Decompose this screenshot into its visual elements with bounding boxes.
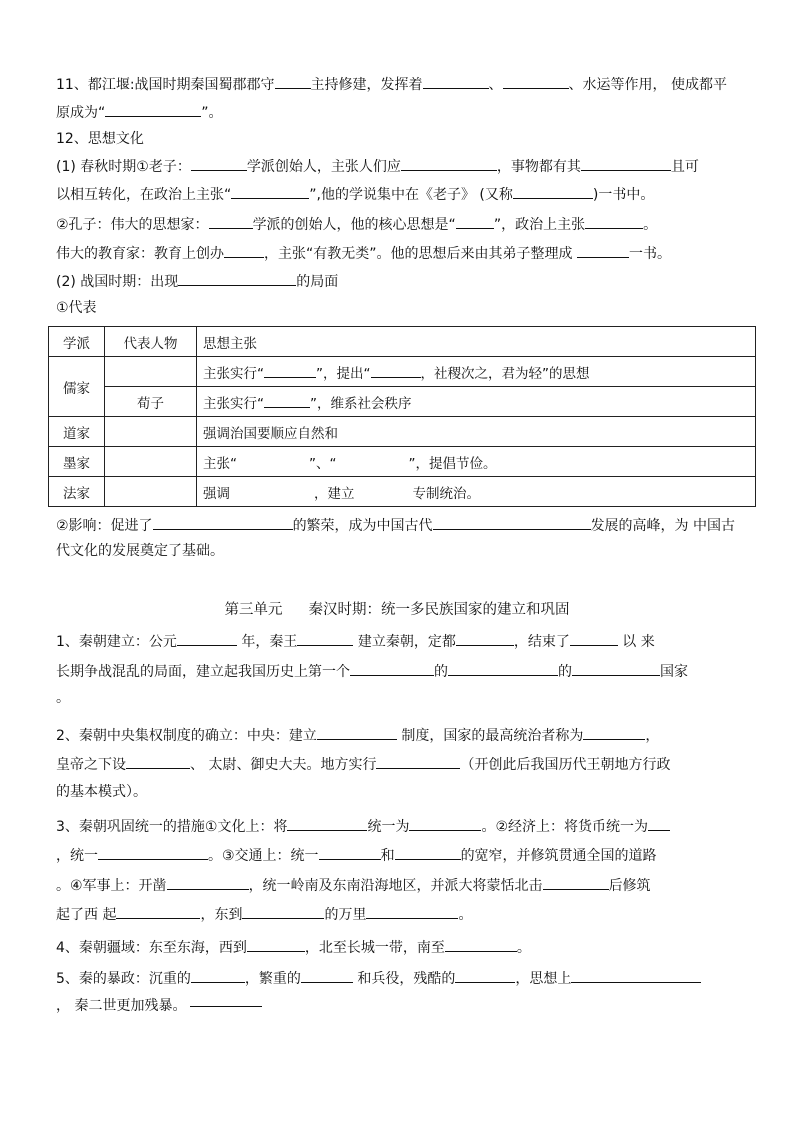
blank[interactable]: [167, 874, 249, 890]
table-row: [49, 387, 756, 417]
text: 5、秦的暴政：沉重的: [56, 971, 191, 987]
text: 主张“: [203, 455, 237, 472]
blank[interactable]: [247, 936, 305, 952]
item-12-warring-states-line: [56, 270, 338, 292]
q3-line-3: [56, 874, 651, 896]
blank[interactable]: [224, 242, 264, 258]
text: ， 秦二世更加残暴。: [56, 998, 187, 1014]
blank[interactable]: [577, 242, 629, 258]
blank[interactable]: [395, 844, 461, 860]
unit-number: 第三单元: [224, 602, 283, 618]
item-12-laozi-line-2: [56, 183, 654, 205]
blank[interactable]: [317, 724, 397, 740]
text: 且可: [670, 159, 699, 175]
text: 伟大的教育家：教育上创办: [56, 246, 224, 262]
text: (1) 春秋时期①老子：: [56, 159, 191, 175]
text: 统一为: [367, 819, 410, 835]
text: （开创此后我国历代王朝地方行政: [460, 757, 671, 773]
text: 3、秦朝巩固统一的措施①文化上：将: [56, 819, 288, 835]
text: ，繁重的: [244, 971, 301, 987]
q2-line-1: [56, 724, 659, 746]
blank[interactable]: [177, 630, 237, 646]
q5-line-2: [56, 996, 262, 1016]
blank[interactable]: [264, 392, 310, 408]
text: 11、都江堰:战国时期秦国蜀郡郡守: [56, 77, 275, 93]
ideas-cell: [197, 447, 756, 477]
school-daoism: 道家: [49, 417, 105, 447]
blank[interactable]: [513, 183, 593, 199]
text: 。③交通上：统一: [208, 848, 319, 864]
text: 长期争战混乱的局面，建立起我国历史上第一个: [56, 664, 350, 680]
blank[interactable]: [319, 844, 381, 860]
text: 。: [516, 940, 531, 956]
blank[interactable]: [376, 753, 460, 769]
text: ”，维系社会秩序: [310, 395, 412, 412]
text: ”。: [201, 105, 223, 121]
figure-cell[interactable]: [105, 417, 197, 447]
text: ，建立: [314, 485, 355, 502]
item-12-title: 12、思想文化: [56, 131, 144, 147]
text: 2、秦朝中央集权制度的确立：中央：建立: [56, 728, 317, 744]
q2-line-3: 的基本模式）。: [56, 784, 147, 800]
text: ，统一岭南及东南沿海地区，并派大将蒙恬北击: [248, 878, 543, 894]
blank[interactable]: [433, 514, 591, 530]
blank[interactable]: [572, 660, 660, 676]
item-12-representatives-label: ①代表: [56, 300, 97, 316]
text: 的: [434, 664, 448, 680]
text: 。②经济上：将货币统一为: [481, 819, 649, 835]
blank[interactable]: [543, 874, 609, 890]
text: 4、秦朝疆域：东至东海，西到: [56, 940, 247, 956]
blank[interactable]: [581, 155, 671, 171]
text: 的: [558, 664, 572, 680]
figure-cell[interactable]: [105, 477, 197, 507]
blank[interactable]: [585, 213, 643, 229]
blank[interactable]: [401, 155, 497, 171]
item-12-educator-line: [56, 242, 671, 264]
text: ，结束了: [513, 634, 570, 650]
q4-line: [56, 936, 531, 958]
text: ”，提出“: [316, 365, 371, 382]
blank[interactable]: [503, 73, 569, 89]
blank[interactable]: [409, 815, 481, 831]
school-legalism: 法家: [49, 477, 105, 507]
blank[interactable]: [105, 101, 201, 117]
text: 主张实行“: [203, 395, 264, 412]
text: 、 太尉、御史大夫。地方实行: [190, 757, 377, 773]
table-header-row: [49, 327, 756, 357]
item-11-line-2: [56, 101, 223, 123]
figure-cell[interactable]: [105, 357, 197, 387]
text: 。: [643, 217, 658, 233]
q1-line-1: [56, 630, 655, 652]
blank[interactable]: [153, 514, 293, 530]
text: ，东到: [200, 907, 243, 923]
item-12-influence-line-2: 代文化的发展奠定了基础。: [56, 543, 224, 559]
q1-line-3: 。: [56, 690, 70, 706]
text: 。④军事上：开凿: [56, 878, 167, 894]
text: ，思想上: [515, 971, 572, 987]
q3-line-1: [56, 815, 670, 837]
text: 的万里: [324, 907, 367, 923]
ideas-cell: [197, 477, 756, 507]
blank[interactable]: [445, 936, 517, 952]
blank[interactable]: [275, 73, 311, 89]
blank[interactable]: [423, 73, 489, 89]
text: 建立秦朝，定都: [353, 634, 456, 650]
text: )一书中。: [592, 187, 655, 203]
text: 、: [488, 77, 503, 93]
figure-cell[interactable]: [105, 447, 197, 477]
blank[interactable]: [191, 155, 247, 171]
text: 1、秦朝建立：公元: [56, 634, 177, 650]
q5-line-1: [56, 967, 701, 989]
blank[interactable]: [456, 213, 494, 229]
text: 后修筑: [608, 878, 651, 894]
text: 以 来: [617, 634, 655, 650]
q3-line-2: [56, 844, 657, 866]
school-mohism: 墨家: [49, 447, 105, 477]
ideas-cell: [197, 387, 756, 417]
blank[interactable]: [297, 630, 353, 646]
blank[interactable]: [190, 996, 262, 1007]
text: ”，政治上主张: [493, 217, 586, 233]
blank[interactable]: [178, 270, 296, 286]
text: 学派创始人，主张人们应: [246, 159, 401, 175]
text: ”,他的学说集中在《老子》 (又称: [309, 187, 513, 203]
text: 强调: [203, 485, 230, 502]
blank[interactable]: [448, 660, 558, 676]
text: 年，秦王: [236, 634, 298, 650]
blank[interactable]: [231, 183, 309, 199]
text: 。: [458, 907, 473, 923]
unit-title: 秦汉时期：统一多民族国家的建立和巩固: [308, 602, 570, 618]
text: ，主张“有教无类”。他的思想后来由其弟子整理成: [264, 246, 577, 262]
text: 专制统治。: [412, 485, 480, 502]
schools-table: [48, 326, 756, 507]
q3-line-4: [56, 903, 472, 925]
figure-xunzi: 荀子: [105, 387, 197, 417]
table-row: [49, 477, 756, 507]
text: ②孔子：伟大的思想家：: [56, 217, 209, 233]
q1-line-2: [56, 660, 688, 682]
text: ，统一: [56, 848, 98, 864]
school-confucianism: 儒家: [49, 357, 105, 417]
blank[interactable]: [583, 724, 645, 740]
table-row: [49, 357, 756, 387]
blank[interactable]: [456, 630, 514, 646]
text: 皇帝之下设: [56, 757, 126, 773]
text: 起了西 起: [56, 907, 117, 923]
blank[interactable]: [301, 967, 353, 983]
blank[interactable]: [571, 967, 701, 983]
text: ，社稷次之，君为轻”的思想: [420, 365, 590, 382]
q2-line-2: [56, 753, 670, 775]
blank[interactable]: [126, 753, 190, 769]
text: 主张实行“: [203, 365, 264, 382]
text: ”、“: [309, 455, 337, 472]
text: 制度，国家的最高统治者称为: [396, 728, 584, 744]
text: 主持修建，发挥着: [310, 77, 423, 93]
text: ，: [645, 728, 660, 744]
blank[interactable]: [287, 815, 367, 831]
text: ”，提倡节俭。: [408, 455, 497, 472]
text: ，事物都有其: [496, 159, 581, 175]
text: 发展的高峰，为 中国古: [590, 518, 736, 534]
text: 和兵役，残酷的: [352, 971, 456, 987]
text: 国家: [660, 664, 688, 680]
ideas-cell: [197, 357, 756, 387]
text: 、水运等作用， 使成都平: [568, 77, 727, 93]
item-11-line-1: [56, 73, 727, 95]
text: 原成为“: [56, 105, 106, 121]
text: 的宽窄，并修筑贯通全国的道路: [460, 848, 657, 864]
blank[interactable]: [98, 844, 208, 860]
item-12-laozi-line-1: [56, 155, 699, 177]
text: ，北至长城一带，南至: [304, 940, 445, 956]
blank[interactable]: [264, 362, 316, 378]
text: 的繁荣，成为中国古代: [292, 518, 433, 534]
blank[interactable]: [366, 903, 458, 919]
blank[interactable]: [455, 967, 515, 983]
text: (2) 战国时期：出现: [56, 274, 179, 290]
blank[interactable]: [350, 660, 434, 676]
blank[interactable]: [116, 903, 200, 919]
blank[interactable]: [570, 630, 618, 646]
unit-3-heading: [0, 600, 794, 620]
table-row: [49, 417, 756, 447]
blank[interactable]: [371, 362, 421, 378]
text: ②影响：促进了: [56, 518, 153, 534]
header-school: 学派: [49, 327, 105, 357]
blank[interactable]: [242, 903, 324, 919]
item-12-influence-line-1: [56, 514, 735, 536]
text: 以相互转化，在政治上主张“: [56, 187, 232, 203]
blank[interactable]: [648, 815, 670, 831]
item-12-confucius-line: [56, 213, 657, 235]
table-row: [49, 447, 756, 477]
text: 学派的创始人，他的核心思想是“: [252, 217, 456, 233]
blank[interactable]: [209, 213, 253, 229]
header-figure: 代表人物: [105, 327, 197, 357]
ideas-cell: 强调治国要顺应自然和: [197, 417, 756, 447]
text: 的局面: [296, 274, 339, 290]
blank[interactable]: [191, 967, 245, 983]
text: 一书。: [628, 246, 671, 262]
header-ideas: 思想主张: [197, 327, 756, 357]
text: 和: [380, 848, 395, 864]
